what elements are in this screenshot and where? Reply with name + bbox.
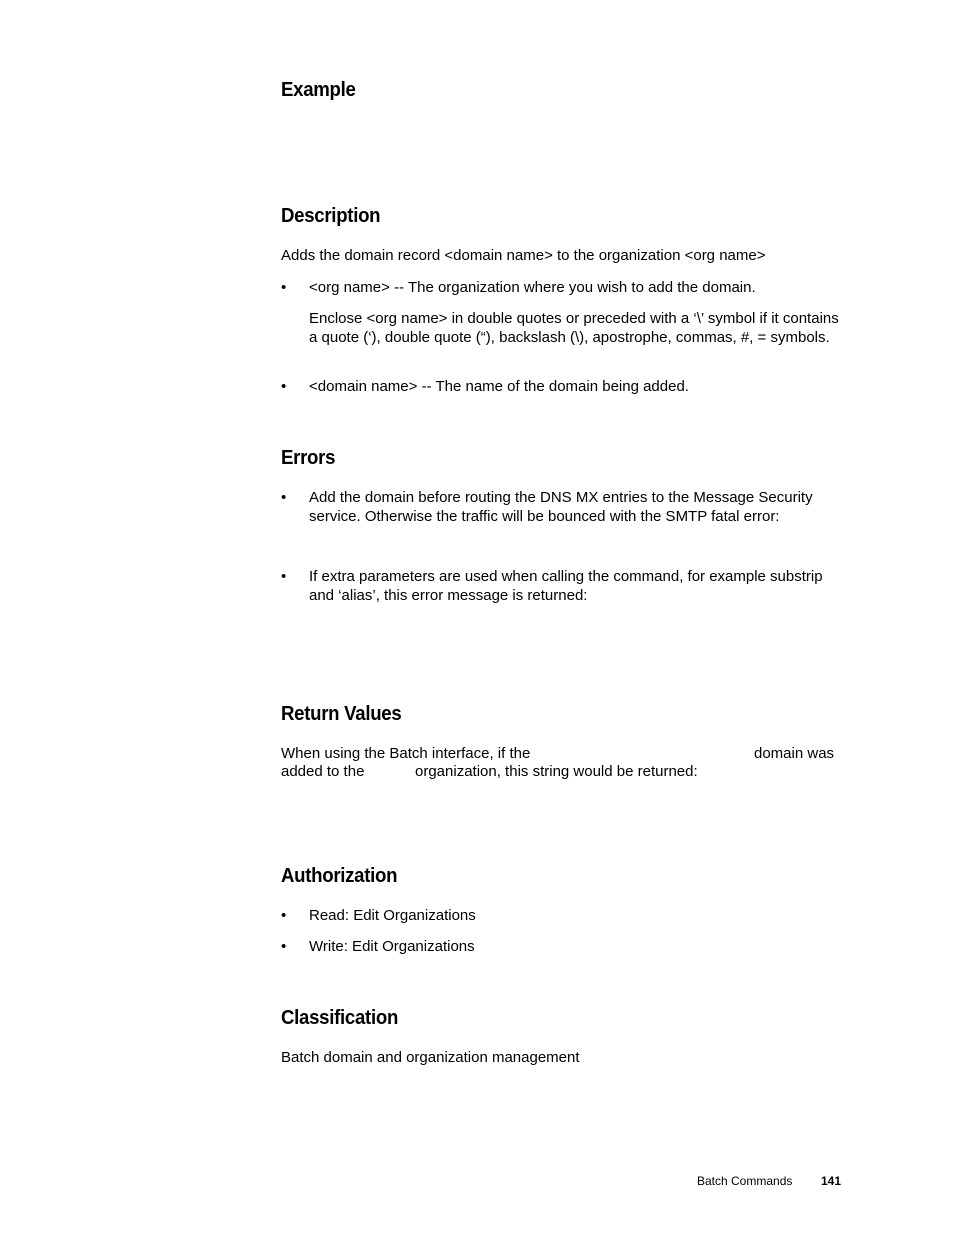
page-number: 141 [821, 1174, 842, 1188]
bullet: • [281, 489, 287, 506]
footer-section-title: Batch Commands [697, 1174, 793, 1188]
heading-errors: Errors [281, 447, 336, 469]
return-values-text: domain was [754, 745, 835, 762]
heading-classification: Classification [281, 1007, 399, 1029]
return-values-text: When using the Batch interface, if the [281, 745, 531, 762]
authorization-read: Read: Edit Organizations [309, 907, 476, 924]
description-item-org-name: <org name> -- The organization where you wish to add the domain. [309, 279, 756, 296]
bullet: • [281, 378, 287, 395]
return-values-text: organization, this string would be returned: [415, 763, 698, 780]
authorization-write: Write: Edit Organizations [309, 938, 475, 955]
bullet: • [281, 907, 287, 924]
description-item-org-name-note: Enclose <org name> in double quotes or preceded with a ‘\’ symbol if it contains a quote (‘), double quote (“), backslash (\), apostrophe, commas, #, = symbols. [309, 310, 839, 346]
description-item-domain-name: <domain name> -- The name of the domain being added. [309, 378, 689, 395]
classification-text: Batch domain and organization management [281, 1049, 580, 1066]
heading-example: Example [281, 79, 356, 101]
bullet: • [281, 279, 287, 296]
heading-authorization: Authorization [281, 865, 398, 887]
heading-description: Description [281, 205, 381, 227]
description-intro: Adds the domain record <domain name> to the organization <org name> [281, 247, 766, 264]
bullet: • [281, 568, 287, 585]
errors-item-dns-mx: Add the domain before routing the DNS MX entries to the Message Security service. Otherwise the traffic will be bounced with the SMTP fatal error: [309, 489, 813, 525]
bullet: • [281, 938, 287, 955]
errors-item-extra-parameters: If extra parameters are used when calling the command, for example substrip and ‘alias’, this error message is returned: [309, 568, 823, 604]
return-values-text: added to the [281, 763, 365, 780]
heading-return-values: Return Values [281, 703, 402, 725]
